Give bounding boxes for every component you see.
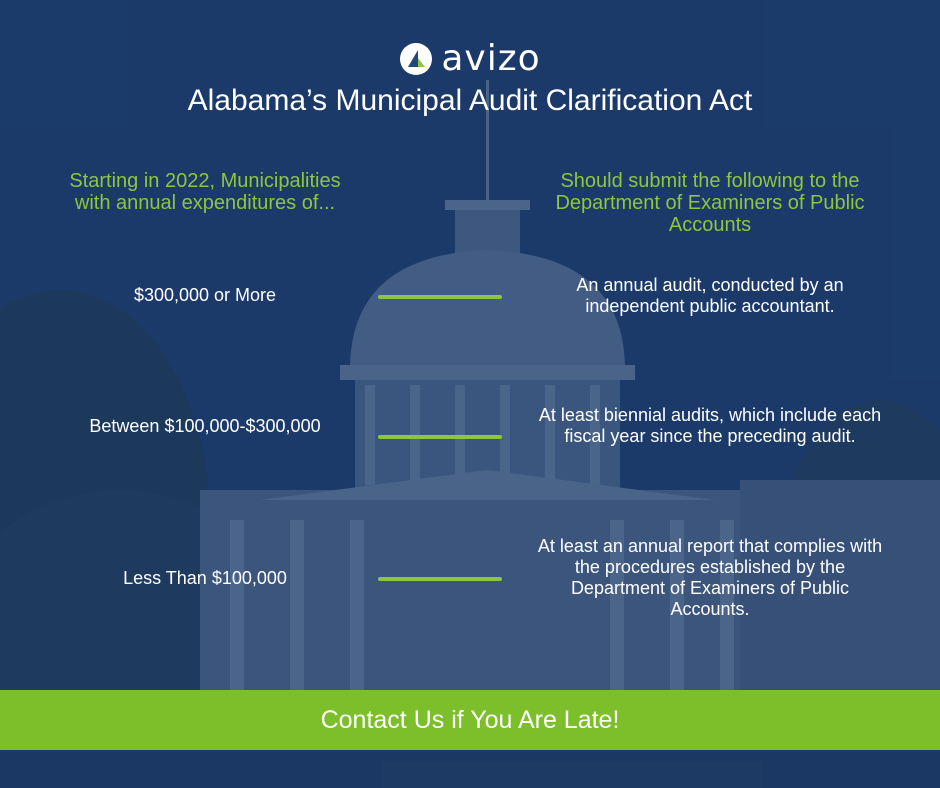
left-column-heading: Starting in 2022, Municipalities with annual expenditures of... (69, 170, 341, 214)
row-2-connector (378, 435, 502, 439)
footer-strip (0, 750, 940, 788)
right-column-heading: Should submit the following to the Department of Examiners of Public Accounts (555, 170, 865, 236)
contact-cta-label: Contact Us if You Are Late! (320, 705, 620, 734)
brand-logo (0, 38, 940, 79)
row-2-description: At least biennial audits, which include each fiscal year since the preceding audit. (538, 405, 882, 446)
row-3-connector (378, 577, 502, 581)
row-2-label: Between $100,000-$300,000 (89, 416, 321, 436)
row-1-label: $300,000 or More (133, 285, 277, 305)
row-3-label: Less Than $100,000 (123, 568, 287, 588)
page-title: Alabama’s Municipal Audit Clarification Act (187, 84, 753, 117)
row-3-description: At least an annual report that complies with the procedures established by the Department of Examiners of Public Accounts. (537, 536, 883, 619)
avizo-logo-icon (399, 42, 433, 76)
contact-cta-banner[interactable] (0, 690, 940, 750)
brand-name: avizo (441, 38, 541, 79)
row-1-connector (378, 295, 502, 299)
row-1-description: An annual audit, conducted by an independent public accountant. (576, 275, 844, 316)
